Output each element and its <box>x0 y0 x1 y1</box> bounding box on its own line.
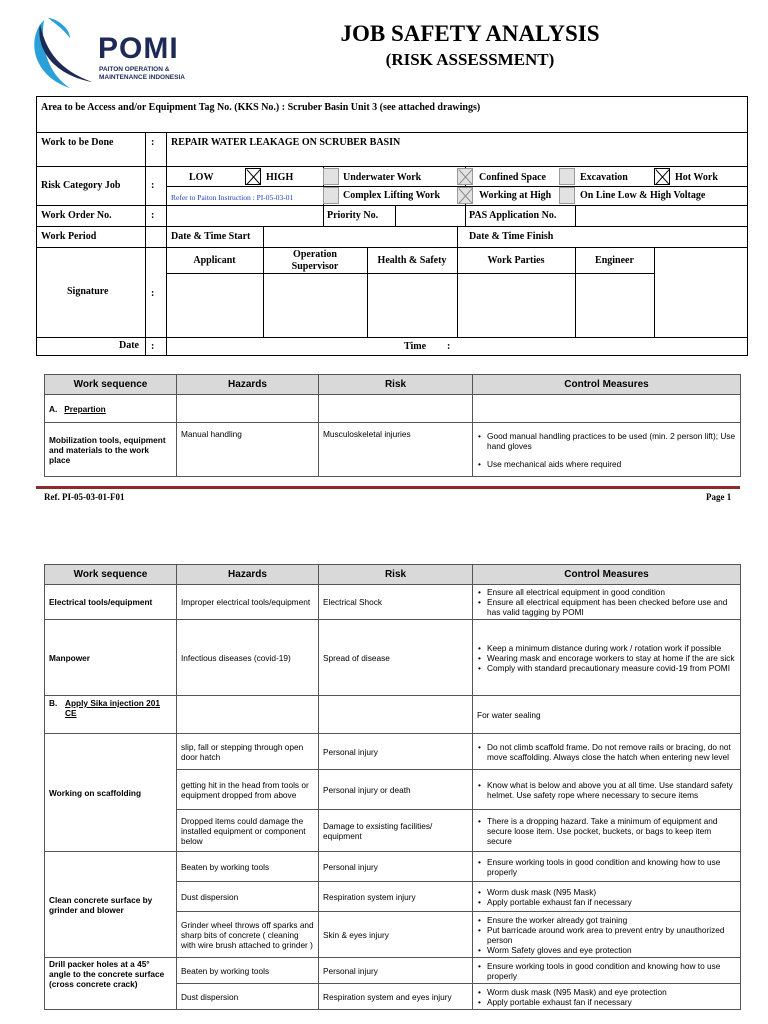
hot-work-checkbox[interactable] <box>654 168 670 185</box>
confined-space-checkbox[interactable] <box>457 168 473 185</box>
hazard-cell: Manual handling <box>177 423 319 477</box>
document-subtitle: (RISK ASSESSMENT) <box>385 50 555 69</box>
control-item: • Comply with standard precautionary measure covid-19 from POMI <box>477 663 736 673</box>
hazard-table-page-2 <box>44 564 741 1010</box>
control-item: • Do not climb scaffold frame. Do not remove rails or bracing, do not move scaffolding. Always close the hatch when entering new level <box>477 742 736 762</box>
header-work-sequence: Work sequence <box>45 565 177 585</box>
logo-subtitle: PAITON OPERATION & MAINTENANCE INDONESIA <box>99 66 185 81</box>
colon: : <box>151 180 155 191</box>
logo-name: POMI <box>98 32 179 65</box>
date-time-start-label: Date & Time Start <box>171 231 251 242</box>
hazard-cell: Dropped items could damage the installed equipment or component below <box>177 810 319 852</box>
control-item: • Worm dusk mask (N95 Mask) and eye protection <box>477 987 736 997</box>
colon: : <box>151 341 155 352</box>
risk-cell: Skin & eyes injury <box>319 912 473 958</box>
risk-cell: Electrical Shock <box>319 585 473 620</box>
footer-divider <box>36 486 740 489</box>
control-item: • Keep a minimum distance during work / rotation work if possible <box>477 643 736 653</box>
hazard-cell: slip, fall or stepping through open door hatch <box>177 734 319 770</box>
control-item: • Worm Safety gloves and eye protection <box>477 945 736 955</box>
table-row <box>45 852 741 882</box>
priority-no-label: Priority No. <box>327 210 379 221</box>
table-row <box>45 734 741 770</box>
form-reference: Ref. PI-05-03-01-F01 <box>44 492 125 502</box>
risk-cell: Respiration system injury <box>319 882 473 912</box>
table-row <box>45 958 741 984</box>
header-control-measures: Control Measures <box>473 375 741 395</box>
table-row <box>45 620 741 696</box>
underwater-work-label: Underwater Work <box>343 172 422 183</box>
table-row <box>45 696 741 734</box>
control-item: • Use mechanical aids where required <box>477 459 736 469</box>
colon: : <box>447 341 451 352</box>
hot-work-label: Hot Work <box>675 172 718 183</box>
control-measures-cell <box>473 423 741 477</box>
hazard-cell: Beaten by working tools <box>177 958 319 984</box>
risk-category-label: Risk Category Job <box>41 180 121 191</box>
underwater-work-checkbox[interactable] <box>323 168 339 185</box>
control-measures-cell: For water sealing <box>473 696 741 734</box>
risk-low-checkbox[interactable] <box>245 168 261 185</box>
hazard-cell: Infectious diseases (covid-19) <box>177 620 319 696</box>
risk-high-label: HIGH <box>266 172 294 183</box>
working-at-high-checkbox[interactable] <box>457 187 473 204</box>
risk-cell: Personal injury or death <box>319 770 473 810</box>
header-hazards: Hazards <box>177 375 319 395</box>
control-item: • Ensure the worker already got training <box>477 915 736 925</box>
risk-low-label: LOW <box>189 172 214 183</box>
hazard-table-page-1 <box>44 374 741 477</box>
header-work-sequence: Work sequence <box>45 375 177 395</box>
pomi-swoosh-icon <box>30 16 100 92</box>
work-period-label: Work Period <box>41 231 97 242</box>
table-header-row <box>45 565 741 585</box>
area-equipment-text: Area to be Access and/or Equipment Tag No. (KKS No.) : Scruber Basin Unit 3 (see attached drawings) <box>41 102 481 113</box>
section-a-label: Prepartion <box>64 403 106 414</box>
risk-cell: Personal injury <box>319 734 473 770</box>
work-sequence-cell: Drill packer holes at a 45° angle to the concrete surface (cross concrete crack) <box>45 958 177 1010</box>
excavation-label: Excavation <box>580 172 628 183</box>
sig-work-parties-header: Work Parties <box>487 255 545 266</box>
control-item: • Good manual handling practices to be used (min. 2 person lift); Use hand gloves <box>477 431 736 451</box>
document-title: JOB SAFETY ANALYSIS <box>340 21 600 46</box>
complex-lifting-checkbox[interactable] <box>323 187 339 204</box>
risk-cell: Personal injury <box>319 852 473 882</box>
work-to-be-done-label: Work to be Done <box>41 137 114 148</box>
time-label: Time <box>404 341 427 352</box>
colon: : <box>151 288 155 299</box>
control-measures-cell <box>473 958 741 984</box>
control-item: • Know what is below and above you at all time. Use standard safety helmet. Use safety rope where necessary to secure items <box>477 780 736 800</box>
control-item: • Ensure all electrical equipment has been checked before use and has valid tagging by POMI <box>477 597 736 617</box>
section-a-letter: A. <box>49 403 58 414</box>
working-at-high-label: Working at High <box>479 190 552 201</box>
control-item: • Put barricade around work area to prevent entry by unauthorized person <box>477 925 736 945</box>
work-sequence-cell: Clean concrete surface by grinder and blower <box>45 852 177 958</box>
control-item: • Ensure working tools in good condition and knowing how to use properly <box>477 857 736 877</box>
header-risk: Risk <box>319 565 473 585</box>
page-separator <box>0 512 768 528</box>
work-sequence-cell: Manpower <box>45 620 177 696</box>
hazard-cell: getting hit in the head from tools or equipment dropped from above <box>177 770 319 810</box>
control-item: • Wearing mask and encorage workers to stay at home if the are sick <box>477 653 736 663</box>
risk-cell: Spread of disease <box>319 620 473 696</box>
work-sequence-cell: Mobilization tools, equipment and materials to the work place <box>45 423 177 477</box>
excavation-checkbox[interactable] <box>559 168 575 185</box>
complex-lifting-label: Complex Lifting Work <box>343 190 441 201</box>
section-b-letter: B. <box>49 698 58 708</box>
control-measures-cell <box>473 585 741 620</box>
sig-operation-supervisor-header: Operation Supervisor <box>291 249 339 272</box>
header-risk: Risk <box>319 375 473 395</box>
colon: : <box>151 137 155 148</box>
document-page-2 <box>0 528 768 1024</box>
control-item: • Worm dusk mask (N95 Mask) <box>477 887 736 897</box>
control-measures-cell <box>473 734 741 770</box>
risk-cell: Damage to exsisting facilities/ equipment <box>319 810 473 852</box>
control-measures-cell <box>473 882 741 912</box>
colon: : <box>151 210 155 221</box>
risk-cell: Personal injury <box>319 958 473 984</box>
work-order-label: Work Order No. <box>41 210 112 221</box>
online-voltage-label: On Line Low & High Voltage <box>580 190 706 201</box>
control-measures-cell <box>473 810 741 852</box>
control-item: • Apply portable exhaust fan if necessary <box>477 897 736 907</box>
job-info-form <box>36 96 748 356</box>
table-row <box>45 423 741 477</box>
control-measures-cell <box>473 620 741 696</box>
hazard-cell: Improper electrical tools/equipment <box>177 585 319 620</box>
date-time-finish-label: Date & Time Finish <box>469 231 554 242</box>
page-number: Page 1 <box>706 492 732 502</box>
header-hazards: Hazards <box>177 565 319 585</box>
control-item: • Apply portable exhaust fan if necessary <box>477 997 736 1007</box>
section-a-cell <box>45 395 177 423</box>
paiton-instruction-reference: Refer to Paiton Instruction : PI-05-03-01 <box>171 193 294 202</box>
control-item: • Ensure all electrical equipment in good condition <box>477 587 736 597</box>
hazard-cell: Dust dispersion <box>177 984 319 1010</box>
header-control-measures: Control Measures <box>473 565 741 585</box>
pas-application-label: PAS Application No. <box>469 210 557 221</box>
work-sequence-cell: Electrical tools/equipment <box>45 585 177 620</box>
control-measures-cell <box>473 984 741 1010</box>
sig-applicant-header: Applicant <box>193 255 236 266</box>
control-item: • There is a dropping hazard. Take a minimum of equipment and secure loose item. Use pocket, buckets, or bags to keep item secure <box>477 816 736 846</box>
confined-space-label: Confined Space <box>479 172 546 183</box>
hazard-cell: Beaten by working tools <box>177 852 319 882</box>
control-measures-cell <box>473 912 741 958</box>
work-sequence-cell: Working on scaffolding <box>45 734 177 852</box>
sig-engineer-header: Engineer <box>595 255 634 266</box>
control-item: • Ensure working tools in good condition and knowing how to use properly <box>477 961 736 981</box>
section-b-label: Apply Sika injection 201 CE <box>65 698 160 718</box>
work-to-be-done-value: REPAIR WATER LEAKAGE ON SCRUBER BASIN <box>171 137 401 148</box>
hazard-cell: Dust dispersion <box>177 882 319 912</box>
control-measures-cell <box>473 770 741 810</box>
table-header-row <box>45 375 741 395</box>
table-row <box>45 395 741 423</box>
risk-cell: Respiration system and eyes injury <box>319 984 473 1010</box>
risk-cell: Musculoskeletal injuries <box>319 423 473 477</box>
control-measures-cell <box>473 852 741 882</box>
online-voltage-checkbox[interactable] <box>559 187 575 204</box>
section-b-cell <box>45 696 177 734</box>
signature-label: Signature <box>67 286 109 297</box>
date-label: Date <box>119 340 139 351</box>
table-row <box>45 585 741 620</box>
hazard-cell: Grinder wheel throws off sparks and sharp bits of concrete ( cleaning with wire brush attached to grinder ) <box>177 912 319 958</box>
sig-health-safety-header: Health & Safety <box>377 255 447 266</box>
